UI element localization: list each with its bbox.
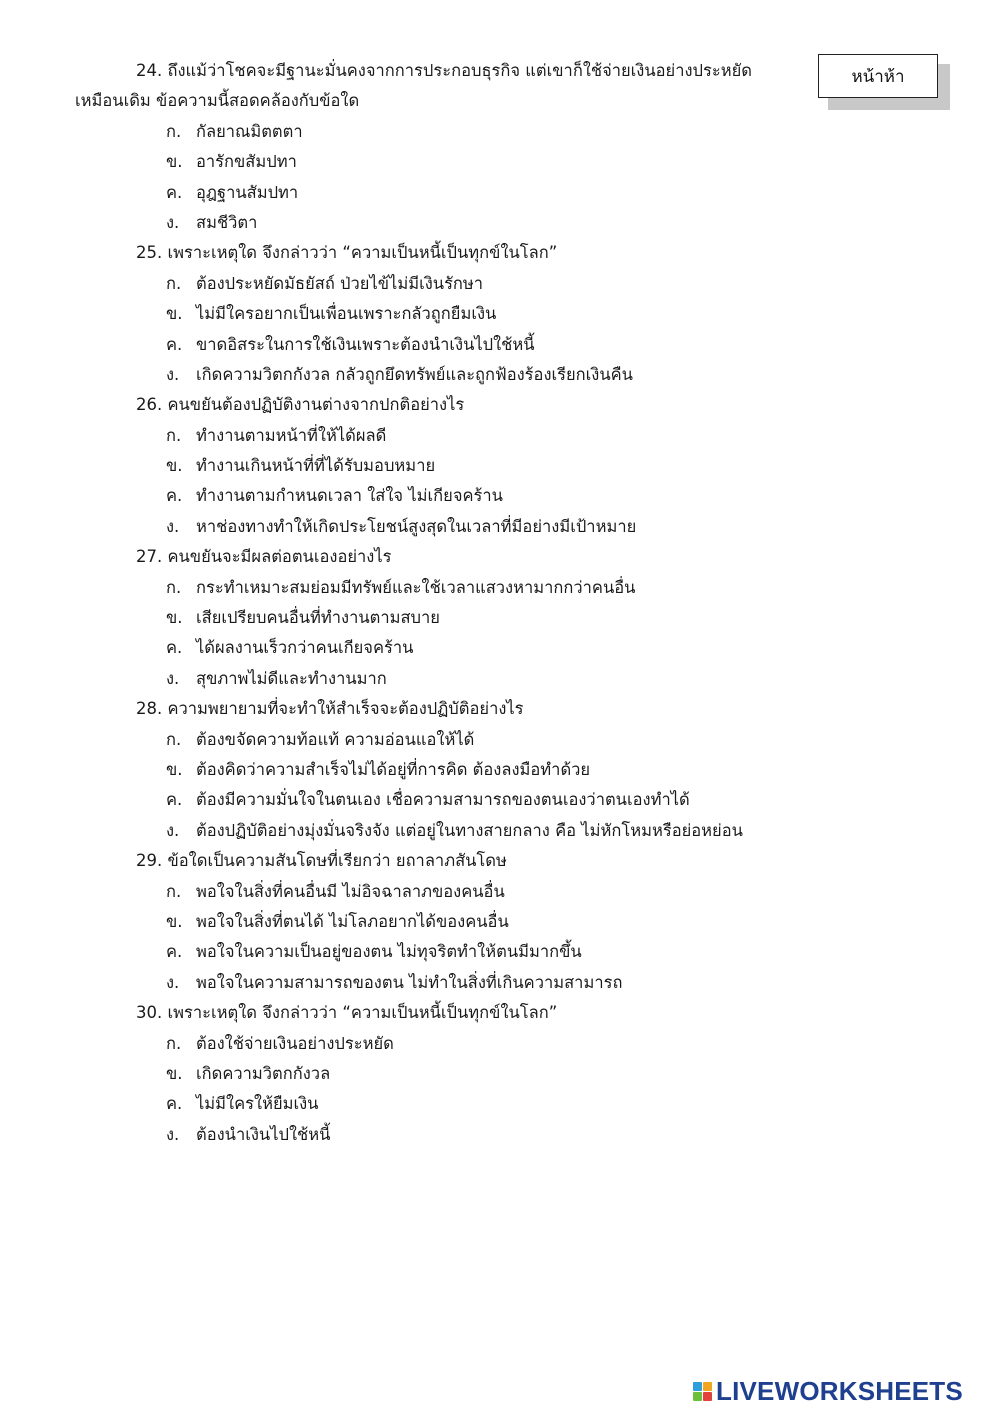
option-letter: ง.	[166, 972, 180, 992]
answer-option	[0, 1029, 1000, 1059]
option-text: ไม่มีใครอยากเป็นเพื่อนเพราะกลัวถูกยืมเงิน	[196, 304, 497, 324]
answer-option	[0, 117, 1000, 147]
answer-option	[0, 725, 1000, 755]
option-letter: ค.	[166, 790, 183, 810]
question	[0, 238, 1000, 390]
logo-square-1	[693, 1382, 702, 1391]
answer-option	[0, 178, 1000, 208]
liveworksheets-logo	[693, 1376, 963, 1406]
option-text: พอใจในสิ่งที่ตนได้ ไม่โลภอยากได้ของคนอื่น	[196, 911, 509, 931]
question-text: 25. เพราะเหตุใด จึงกล่าวว่า “ความเป็นหนี้เป็นทุกข์ในโลก”	[136, 243, 558, 263]
logo-square-4	[703, 1392, 712, 1401]
answer-option	[0, 481, 1000, 511]
liveworksheets-logo-text: LIVEWORKSHEETS	[716, 1375, 963, 1406]
option-letter: ก.	[166, 425, 182, 445]
option-letter: ง.	[166, 668, 180, 688]
logo-square-2	[703, 1382, 712, 1391]
liveworksheets-logo-icon	[693, 1382, 712, 1401]
option-text: ทำงานเกินหน้าที่ที่ได้รับมอบหมาย	[196, 456, 436, 476]
question-list	[0, 56, 1000, 1150]
question	[0, 998, 1000, 1150]
answer-option	[0, 299, 1000, 329]
answer-option	[0, 816, 1000, 846]
question	[0, 542, 1000, 694]
option-letter: ก.	[166, 881, 182, 901]
answer-option	[0, 421, 1000, 451]
option-text: อุฎฐานสัมปทา	[196, 182, 299, 202]
option-text: ต้องใช้จ่ายเงินอย่างประหยัด	[196, 1033, 394, 1053]
option-letter: ง.	[166, 820, 180, 840]
answer-option	[0, 1059, 1000, 1089]
answer-option	[0, 451, 1000, 481]
option-text: ต้องขจัดความท้อแท้ ความอ่อนแอให้ได้	[196, 729, 475, 749]
option-letter: ค.	[166, 1094, 183, 1114]
answer-option	[0, 877, 1000, 907]
answer-option	[0, 633, 1000, 663]
option-letter: ข.	[166, 1063, 183, 1083]
question-text: 26. คนขยันต้องปฏิบัติงานต่างจากปกติอย่างไร	[136, 395, 465, 415]
answer-option	[0, 1120, 1000, 1150]
question	[0, 846, 1000, 998]
answer-option	[0, 147, 1000, 177]
option-letter: ง.	[166, 516, 180, 536]
option-letter: ง.	[166, 212, 180, 232]
option-letter: ข.	[166, 456, 183, 476]
option-text: หาช่องทางทำให้เกิดประโยชน์สูงสุดในเวลาที่มีอย่างมีเป้าหมาย	[196, 516, 637, 536]
option-letter: ง.	[166, 364, 180, 384]
answer-option	[0, 269, 1000, 299]
answer-option	[0, 208, 1000, 238]
question-text: 27. คนขยันจะมีผลต่อตนเองอย่างไร	[136, 547, 392, 567]
option-text: พอใจในความเป็นอยู่ของตน ไม่ทุจริตทำให้ตนมีมากขึ้น	[196, 942, 582, 962]
option-letter: ค.	[166, 182, 183, 202]
option-letter: ก.	[166, 577, 182, 597]
question	[0, 694, 1000, 846]
option-letter: ข.	[166, 759, 183, 779]
option-text: เสียเปรียบคนอื่นที่ทำงานตามสบาย	[196, 608, 440, 628]
answer-option	[0, 603, 1000, 633]
question	[0, 56, 1000, 238]
option-letter: ข.	[166, 911, 183, 931]
question	[0, 390, 1000, 542]
option-text: ได้ผลงานเร็วกว่าคนเกียจคร้าน	[196, 638, 414, 658]
option-text: ต้องมีความมั่นใจในตนเอง เชื่อความสามารถของตนเองว่าตนเองทำได้	[196, 790, 690, 810]
answer-option	[0, 755, 1000, 785]
option-text: สุขภาพไม่ดีและทำงานมาก	[196, 668, 387, 688]
option-text: ไม่มีใครให้ยืมเงิน	[196, 1094, 319, 1114]
option-text: กระทำเหมาะสมย่อมมีทรัพย์และใช้เวลาแสวงหามากกว่าคนอื่น	[196, 577, 636, 597]
answer-option	[0, 573, 1000, 603]
option-text: กัลยาณมิตตตา	[196, 121, 303, 141]
option-letter: ค.	[166, 942, 183, 962]
answer-option	[0, 360, 1000, 390]
answer-option	[0, 330, 1000, 360]
option-text: สมชีวิตา	[196, 212, 258, 232]
question-text: 24. ถึงแม้ว่าโชคจะมีฐานะมั่นคงจากการประกอบธุรกิจ แต่เขาก็ใช้จ่ายเงินอย่างประหยัด	[136, 61, 753, 80]
answer-option	[0, 512, 1000, 542]
option-text: ต้องนำเงินไปใช้หนี้	[196, 1124, 331, 1144]
logo-square-3	[693, 1392, 702, 1401]
option-letter: ก.	[166, 729, 182, 749]
option-text: เกิดความวิตกกังวล	[196, 1063, 331, 1083]
question-text: 29. ข้อใดเป็นความสันโดษที่เรียกว่า ยถาลาภสันโดษ	[136, 851, 507, 871]
answer-option	[0, 1089, 1000, 1119]
option-letter: ง.	[166, 1124, 180, 1144]
option-text: อารักขสัมปทา	[196, 152, 297, 172]
option-text: ทำงานตามหน้าที่ให้ได้ผลดี	[196, 425, 387, 445]
question-text: 30. เพราะเหตุใด จึงกล่าวว่า “ความเป็นหนี้เป็นทุกข์ในโลก”	[136, 1003, 558, 1023]
answer-option	[0, 785, 1000, 815]
option-letter: ค.	[166, 334, 183, 354]
option-text: ทำงานตามกำหนดเวลา ใส่ใจ ไม่เกียจคร้าน	[196, 486, 503, 506]
option-text: พอใจในความสามารถของตน ไม่ทำในสิ่งที่เกินความสามารถ	[196, 972, 623, 992]
question-text: เหมือนเดิม ข้อความนี้สอดคล้องกับข้อใด	[75, 91, 360, 111]
answer-option	[0, 907, 1000, 937]
option-text: พอใจในสิ่งที่คนอื่นมี ไม่อิจฉาลาภของคนอื่น	[196, 881, 505, 901]
question-text: 28. ความพยายามที่จะทำให้สำเร็จจะต้องปฏิบัติอย่างไร	[136, 699, 524, 719]
answer-option	[0, 664, 1000, 694]
option-text: ต้องปฏิบัติอย่างมุ่งมั่นจริงจัง แต่อยู่ในทางสายกลาง คือ ไม่หักโหมหรือย่อหย่อน	[196, 820, 743, 840]
page-label: หน้าห้า	[818, 54, 938, 98]
option-letter: ค.	[166, 638, 183, 658]
option-letter: ข.	[166, 152, 183, 172]
option-letter: ข.	[166, 304, 183, 324]
option-letter: ค.	[166, 486, 183, 506]
option-letter: ก.	[166, 121, 182, 141]
option-letter: ก.	[166, 273, 182, 293]
option-letter: ก.	[166, 1033, 182, 1053]
option-text: เกิดความวิตกกังวล กลัวถูกยึดทรัพย์และถูกฟ้องร้องเรียกเงินคืน	[196, 364, 633, 384]
answer-option	[0, 937, 1000, 967]
option-text: ขาดอิสระในการใช้เงินเพราะต้องนำเงินไปใช้หนี้	[196, 334, 535, 354]
answer-option	[0, 968, 1000, 998]
option-letter: ข.	[166, 608, 183, 628]
option-text: ต้องประหยัดมัธยัสถ์ ป่วยไข้ไม่มีเงินรักษา	[196, 273, 484, 293]
option-text: ต้องคิดว่าความสำเร็จไม่ได้อยู่ที่การคิด ต้องลงมือทำด้วย	[196, 759, 591, 779]
